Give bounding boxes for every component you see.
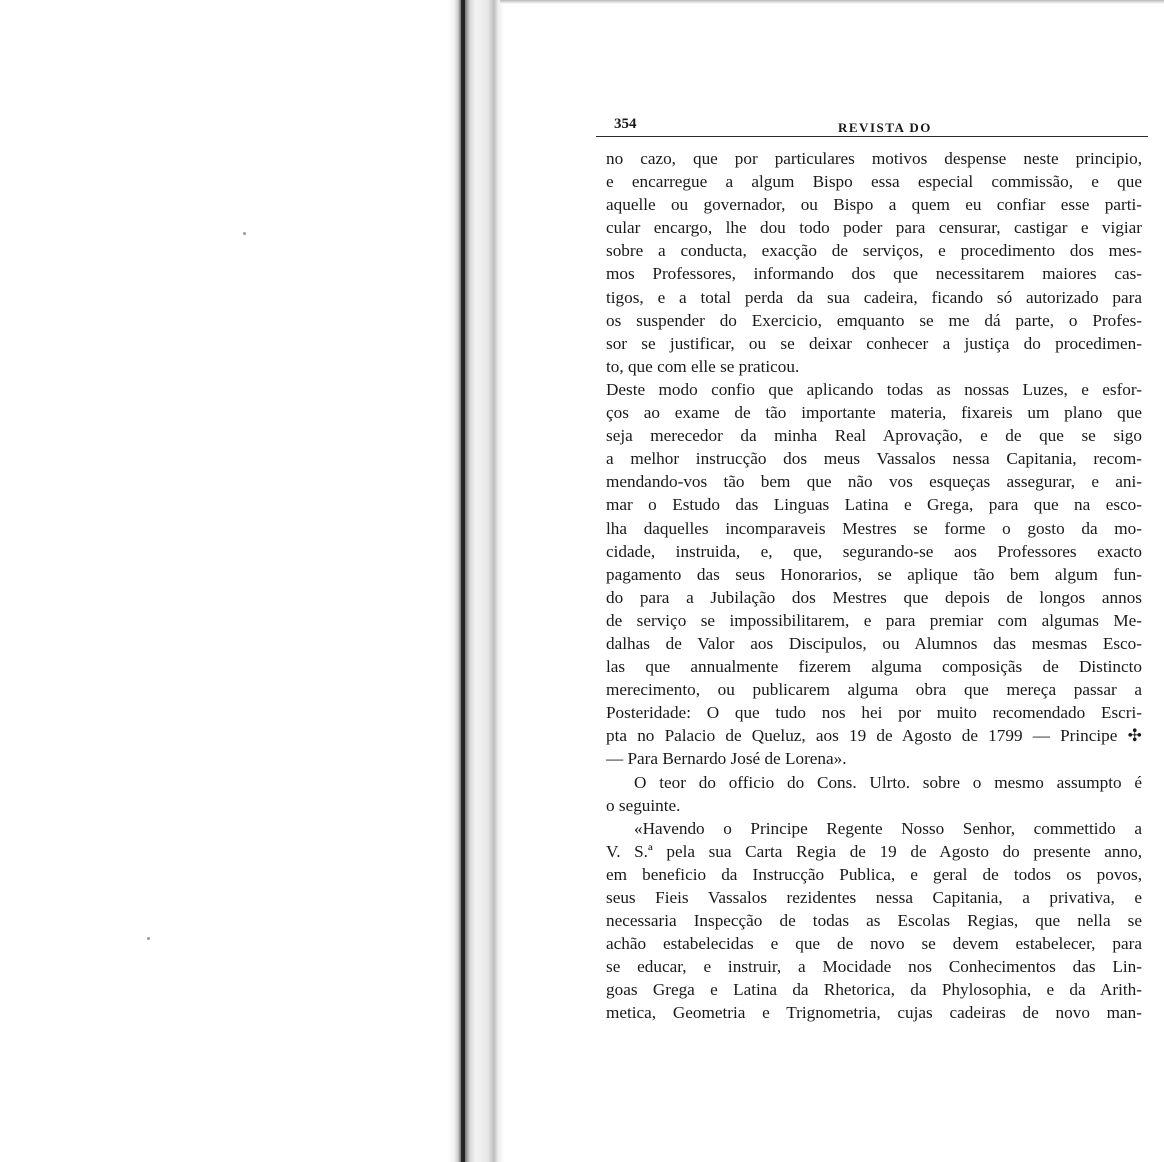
text-line: achão estabelecidas e que de novo se devem estabelecer, para (606, 934, 1142, 954)
text-line: os suspender do Exercicio, emquanto se me dá parte, o Profes- (606, 310, 1142, 330)
text-line: e encarregue a algum Bispo essa especial commissão, e que (606, 172, 1142, 192)
page-top-edge (500, 0, 1164, 4)
text-line: tigos, e a total perda da sua cadeira, ficando só autorizado para (606, 287, 1142, 307)
text-line: o seguinte. (606, 795, 681, 815)
running-title: REVISTA DO (838, 120, 932, 135)
paper-speck (243, 232, 246, 235)
text-line: V. S.ª pela sua Carta Regia de 19 de Agosto do presente anno, (606, 841, 1142, 861)
text-line: pagamento das seus Honorarios, se aplique tão bem algum fun- (606, 564, 1142, 584)
text-line: — Para Bernardo José de Lorena». (606, 749, 847, 769)
text-line: ços ao exame de tão importante materia, fixareis um plano que (606, 403, 1142, 423)
text-line: dalhas de Valor aos Discipulos, ou Alumnos das mesmas Esco- (606, 633, 1142, 653)
text-line: aquelle ou governador, ou Bispo a quem eu confiar esse parti- (606, 195, 1142, 215)
text-line: metica, Geometria e Trignometria, cujas cadeiras de novo man- (606, 1003, 1142, 1023)
text-line: se educar, e instruir, a Mocidade nos Conhecimentos das Lin- (606, 957, 1142, 977)
text-line: Posteridade: O que tudo nos hei por muito recomendado Escri- (606, 703, 1142, 723)
body-text (596, 147, 1142, 1025)
text-line: O teor do officio do Cons. Ulrto. sobre o mesmo assumpto é (634, 772, 1142, 792)
text-line: cular encargo, lhe dou todo poder para censurar, castigar e vigiar (606, 218, 1142, 238)
text-line: mos Professores, informando dos que necessitarem maiores cas- (606, 264, 1142, 284)
running-header (596, 108, 1148, 137)
text-line: to, que com elle se praticou. (606, 356, 800, 376)
text-line: cidade, instruida, e, que, segurando-se aos Professores exacto (606, 541, 1142, 561)
text-line: em beneficio da Instrucção Publica, e geral de todos os povos, (606, 864, 1142, 884)
text-line: mar o Estudo das Linguas Latina e Grega, para que na esco- (606, 495, 1142, 515)
text-line: de serviço se impossibilitarem, e para premiar com algumas Me- (606, 610, 1142, 630)
text-line: merecimento, ou publicarem alguma obra que mereça passar a (606, 680, 1142, 700)
text-line: «Havendo o Principe Regente Nosso Senhor, commettido a (634, 818, 1142, 838)
right-page (596, 108, 1148, 1025)
page-number: 354 (614, 116, 637, 132)
paper-speck (147, 937, 150, 940)
text-line: sobre a conducta, exacção de serviços, e procedimento dos mes- (606, 241, 1142, 261)
text-line: do para a Jubilação dos Mestres que depois de longos annos (606, 587, 1142, 607)
text-line: no cazo, que por particulares motivos despense neste principio, (606, 149, 1142, 168)
text-line: necessaria Inspecção de todas as Escolas Regias, que nella se (606, 911, 1142, 931)
text-line: a melhor instrucção dos meus Vassalos nessa Capitania, recom- (606, 449, 1142, 469)
text-line: lha daquelles incomparaveis Mestres se forme o gosto da mo- (606, 518, 1142, 538)
book-gutter (448, 0, 504, 1162)
text-line: seja merecedor da minha Real Aprovação, e de que se sigo (606, 426, 1142, 446)
text-line: mendando-vos tão bem que não vos esqueças assegurar, e ani- (606, 472, 1142, 492)
text-line: goas Grega e Latina da Rhetorica, da Phylosophia, e da Arith- (606, 980, 1142, 1000)
blank-left-page (0, 0, 455, 1162)
gutter-binding-line (461, 0, 465, 1162)
text-line: Deste modo confio que aplicando todas as nossas Luzes, e esfor- (606, 379, 1142, 399)
text-line: las que annualmente fizerem alguma composiçãs de Distincto (606, 657, 1142, 677)
text-line: seus Fieis Vassalos rezidentes nessa Capitania, a privativa, e (606, 888, 1142, 907)
text-line: pta no Palacio de Queluz, aos 19 de Agosto de 1799 — Principe ✣ (606, 726, 1142, 746)
text-line: sor se justificar, ou se deixar conhecer a justiça do procedimen- (606, 333, 1142, 353)
